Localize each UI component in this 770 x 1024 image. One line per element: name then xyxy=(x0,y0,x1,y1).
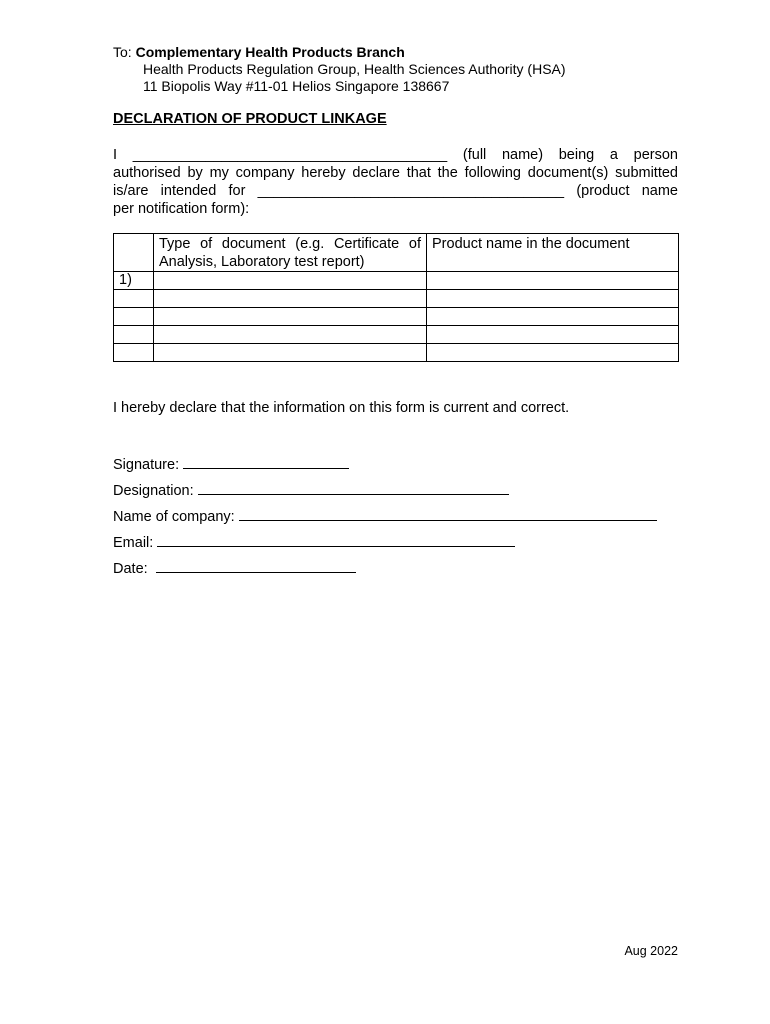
confirmation-statement: I hereby declare that the information on this form is current and correct. xyxy=(113,400,570,416)
table-cell-number xyxy=(114,290,154,308)
signature-field xyxy=(113,454,349,473)
table-row xyxy=(114,344,679,362)
table-header-cell xyxy=(114,234,154,272)
email-blank[interactable] xyxy=(157,532,515,547)
table-cell-product-name[interactable] xyxy=(427,326,679,344)
email-label: Email: xyxy=(113,535,154,551)
designation-label: Designation: xyxy=(113,483,194,499)
table-cell-product-name[interactable] xyxy=(427,290,679,308)
designation-blank[interactable] xyxy=(198,480,509,495)
table-cell-document-type[interactable] xyxy=(154,290,427,308)
table-cell-number: 1) xyxy=(114,272,154,290)
table-header-cell: Type of document (e.g. Certificate of Analysis, Laboratory test report) xyxy=(154,234,427,272)
email-field xyxy=(113,532,515,551)
company-field xyxy=(113,506,657,525)
signature-label: Signature: xyxy=(113,457,180,473)
form-version-date: Aug 2022 xyxy=(624,944,678,958)
date-blank[interactable] xyxy=(156,558,356,573)
page-title: DECLARATION OF PRODUCT LINKAGE xyxy=(113,111,387,127)
table-cell-document-type[interactable] xyxy=(154,272,427,290)
signature-blank[interactable] xyxy=(183,454,349,469)
designation-field xyxy=(113,480,509,499)
company-blank[interactable] xyxy=(239,506,657,521)
table-cell-document-type[interactable] xyxy=(154,344,427,362)
address-line-group: Health Products Regulation Group, Health Sciences Authority (HSA) xyxy=(143,61,566,77)
date-field xyxy=(113,558,356,577)
table-cell-number xyxy=(114,308,154,326)
to-label: To: xyxy=(113,44,132,60)
table-cell-document-type[interactable] xyxy=(154,326,427,344)
table-cell-product-name[interactable] xyxy=(427,344,679,362)
date-label: Date: xyxy=(113,561,148,577)
table-cell-number xyxy=(114,344,154,362)
declaration-line: is/are intended for ______________________________________ (product name xyxy=(113,183,678,199)
table-row xyxy=(114,272,679,290)
table-cell-document-type[interactable] xyxy=(154,308,427,326)
table-row xyxy=(114,290,679,308)
table-header-cell: Product name in the document xyxy=(427,234,679,272)
declaration-line: per notification form): xyxy=(113,201,250,217)
document-table xyxy=(113,233,679,362)
address-line-street: 11 Biopolis Way #11-01 Helios Singapore 138667 xyxy=(143,78,450,94)
declaration-paragraph xyxy=(113,146,678,218)
table-cell-number xyxy=(114,326,154,344)
company-label: Name of company: xyxy=(113,509,235,525)
declaration-line: I _______________________________________ (full name) being a person xyxy=(113,147,678,163)
branch-name: Complementary Health Products Branch xyxy=(135,44,405,60)
table-row xyxy=(114,326,679,344)
declaration-line: authorised by my company hereby declare that the following document(s) submitted xyxy=(113,165,678,181)
table-row xyxy=(114,308,679,326)
addressee-block xyxy=(113,44,566,95)
table-cell-product-name[interactable] xyxy=(427,272,679,290)
table-header-row xyxy=(114,234,679,272)
table-cell-product-name[interactable] xyxy=(427,308,679,326)
